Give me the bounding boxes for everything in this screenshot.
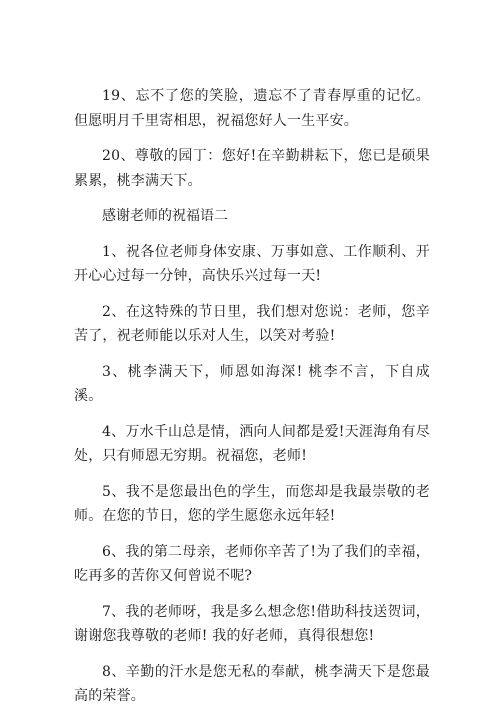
paragraph-1: 1、祝各位老师身体安康、万事如意、工作顺利、开开心心过每一分钟，高快乐兴过每一天! — [74, 243, 430, 284]
document-body — [74, 84, 430, 720]
paragraph-19: 19、忘不了您的笑脸，遗忘不了青春厚重的记忆。但愿明月千里寄相思，祝福您好人一生平安。 — [74, 88, 430, 129]
section-title: 感谢老师的祝福语二 — [102, 208, 228, 224]
paragraph-2: 2、在这特殊的节日里，我们想对您说：老师，您辛苦了，祝老师能以乐对人生，以笑对考验! — [74, 303, 430, 344]
paragraph-4: 4、万水千山总是情，洒向人间都是爱!天涯海角有尽处，只有师恩无穷期。祝福您，老师! — [74, 423, 430, 464]
paragraph-20: 20、尊敬的园丁：您好!在辛勤耕耘下，您已是硕果累累，桃李满天下。 — [74, 148, 430, 189]
paragraph-3: 3、桃李满天下，师恩如海深! 桃李不言，下自成溪。 — [74, 363, 430, 404]
paragraph-5: 5、我不是您最出色的学生，而您却是我最崇敬的老师。在您的节日，您的学生愿您永远年轻! — [74, 483, 430, 524]
paragraph-6: 6、我的第二母亲，老师你辛苦了!为了我们的幸福，吃再多的苦你又何曾说不呢? — [74, 543, 430, 584]
paragraph-8: 8、辛勤的汗水是您无私的奉献，桃李满天下是您最高的荣誉。 — [74, 663, 430, 704]
paragraph-7: 7、我的老师呀，我是多么想念您!借助科技送贺词，谢谢您我尊敬的老师! 我的好老师，真得很想您! — [74, 603, 430, 644]
